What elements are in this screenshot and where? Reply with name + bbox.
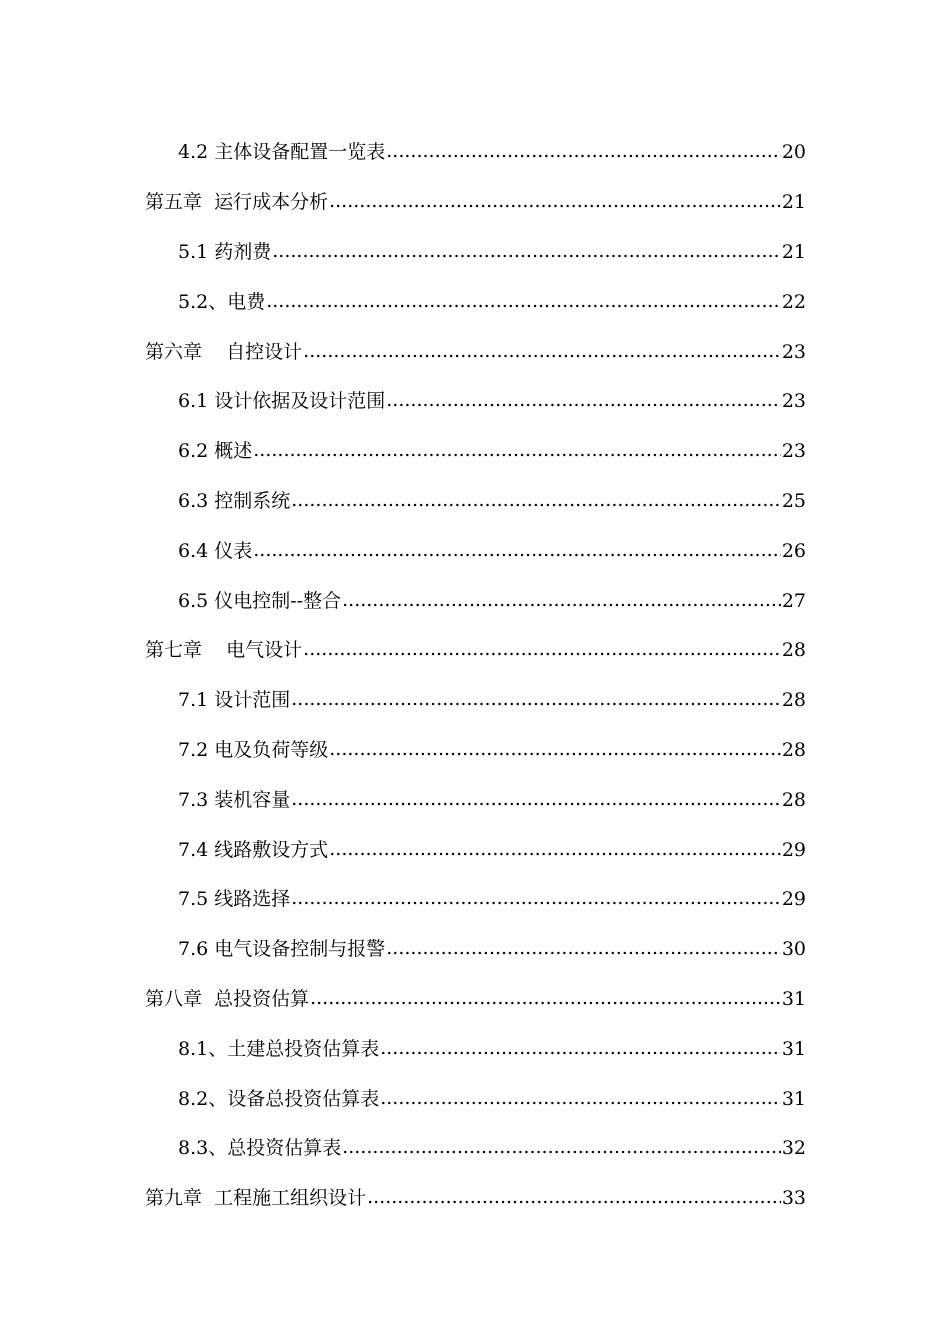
toc-entry[interactable] <box>0 773 950 823</box>
toc-entry-title: 第六章 自控设计 <box>145 340 303 363</box>
toc-dot-leader <box>291 887 781 909</box>
toc-entry-title: 6.4 仪表 <box>178 539 253 562</box>
toc-entry[interactable] <box>0 176 950 226</box>
toc-entry[interactable] <box>0 823 950 873</box>
toc-dot-leader <box>310 987 781 1009</box>
toc-entry-title: 第九章 工程施工组织设计 <box>145 1187 367 1210</box>
toc-dot-leader <box>291 688 781 710</box>
toc-entry-page: 21 <box>781 191 806 214</box>
toc-entry-title: 7.3 装机容量 <box>178 788 291 811</box>
toc-entry-title: 6.2 概述 <box>178 440 253 463</box>
toc-entry-page: 22 <box>781 290 806 313</box>
toc-entry[interactable] <box>0 1072 950 1122</box>
toc-entry[interactable] <box>0 475 950 525</box>
toc-dot-leader <box>303 340 781 362</box>
toc-entry-page: 30 <box>781 938 806 961</box>
toc-entry-page: 25 <box>781 489 806 512</box>
toc-dot-leader <box>329 190 781 212</box>
toc-entry[interactable] <box>0 1172 950 1222</box>
toc-entry-page: 31 <box>781 1087 806 1110</box>
toc-entry-page: 31 <box>781 987 806 1010</box>
toc-entry-title: 6.5 仪电控制--整合 <box>178 589 342 612</box>
toc-dot-leader <box>380 1037 781 1059</box>
toc-entry-page: 27 <box>781 589 806 612</box>
toc-entry-page: 21 <box>781 240 806 263</box>
toc-entry-title: 7.4 线路敷设方式 <box>178 838 329 861</box>
toc-entry[interactable] <box>0 425 950 475</box>
toc-entry[interactable] <box>0 1022 950 1072</box>
toc-entry[interactable] <box>0 275 950 325</box>
toc-dot-leader <box>342 589 781 611</box>
toc-entry[interactable] <box>0 674 950 724</box>
toc-dot-leader <box>342 1136 781 1158</box>
toc-entry[interactable] <box>0 624 950 674</box>
toc-entry[interactable] <box>0 923 950 973</box>
toc-entry[interactable] <box>0 126 950 176</box>
toc-entry-page: 23 <box>781 440 806 463</box>
toc-entry[interactable] <box>0 724 950 774</box>
toc-entry-page: 29 <box>781 838 806 861</box>
toc-entry-title: 7.6 电气设备控制与报警 <box>178 938 386 961</box>
toc-entry-title: 6.1 设计依据及设计范围 <box>178 390 386 413</box>
toc-entry-title: 5.1 药剂费 <box>178 240 272 263</box>
toc-entry-page: 33 <box>781 1187 806 1210</box>
toc-entry-page: 28 <box>781 639 806 662</box>
toc-entry-page: 28 <box>781 738 806 761</box>
toc-dot-leader <box>329 838 781 860</box>
toc-entry-page: 28 <box>781 689 806 712</box>
toc-entry-title: 6.3 控制系统 <box>178 489 291 512</box>
toc-dot-leader <box>380 1087 781 1109</box>
toc-entry-title: 8.2、设备总投资估算表 <box>178 1087 380 1110</box>
toc-dot-leader <box>367 1186 781 1208</box>
toc-entry-title: 第五章 运行成本分析 <box>145 191 329 214</box>
toc-dot-leader <box>386 389 781 411</box>
toc-dot-leader <box>303 638 781 660</box>
toc-entry[interactable] <box>0 973 950 1023</box>
toc-entry-title: 8.1、土建总投资估算表 <box>178 1037 380 1060</box>
toc-dot-leader <box>253 539 781 561</box>
table-of-contents <box>0 126 950 1222</box>
toc-entry-title: 7.2 电及负荷等级 <box>178 738 329 761</box>
toc-entry[interactable] <box>0 574 950 624</box>
toc-entry-page: 32 <box>781 1137 806 1160</box>
toc-dot-leader <box>291 788 781 810</box>
toc-dot-leader <box>329 738 781 760</box>
toc-entry-page: 23 <box>781 390 806 413</box>
toc-entry-title: 第八章 总投资估算 <box>145 987 310 1010</box>
toc-entry-title: 8.3、总投资估算表 <box>178 1137 342 1160</box>
toc-entry-title: 7.1 设计范围 <box>178 689 291 712</box>
toc-dot-leader <box>253 439 781 461</box>
toc-dot-leader <box>386 937 781 959</box>
toc-entry-page: 29 <box>781 888 806 911</box>
toc-entry[interactable] <box>0 375 950 425</box>
toc-entry-title: 4.2 主体设备配置一览表 <box>178 141 386 164</box>
toc-entry-title: 7.5 线路选择 <box>178 888 291 911</box>
toc-entry-page: 28 <box>781 788 806 811</box>
toc-entry-page: 23 <box>781 340 806 363</box>
toc-entry[interactable] <box>0 226 950 276</box>
toc-entry-page: 26 <box>781 539 806 562</box>
toc-entry-title: 5.2、电费 <box>178 290 266 313</box>
toc-entry-page: 31 <box>781 1037 806 1060</box>
toc-dot-leader <box>266 290 781 312</box>
toc-entry-title: 第七章 电气设计 <box>145 639 303 662</box>
toc-entry[interactable] <box>0 325 950 375</box>
toc-dot-leader <box>291 489 781 511</box>
toc-entry[interactable] <box>0 873 950 923</box>
toc-entry[interactable] <box>0 524 950 574</box>
toc-dot-leader <box>272 240 781 262</box>
toc-dot-leader <box>386 140 781 162</box>
toc-entry-page: 20 <box>781 141 806 164</box>
toc-entry[interactable] <box>0 1122 950 1172</box>
